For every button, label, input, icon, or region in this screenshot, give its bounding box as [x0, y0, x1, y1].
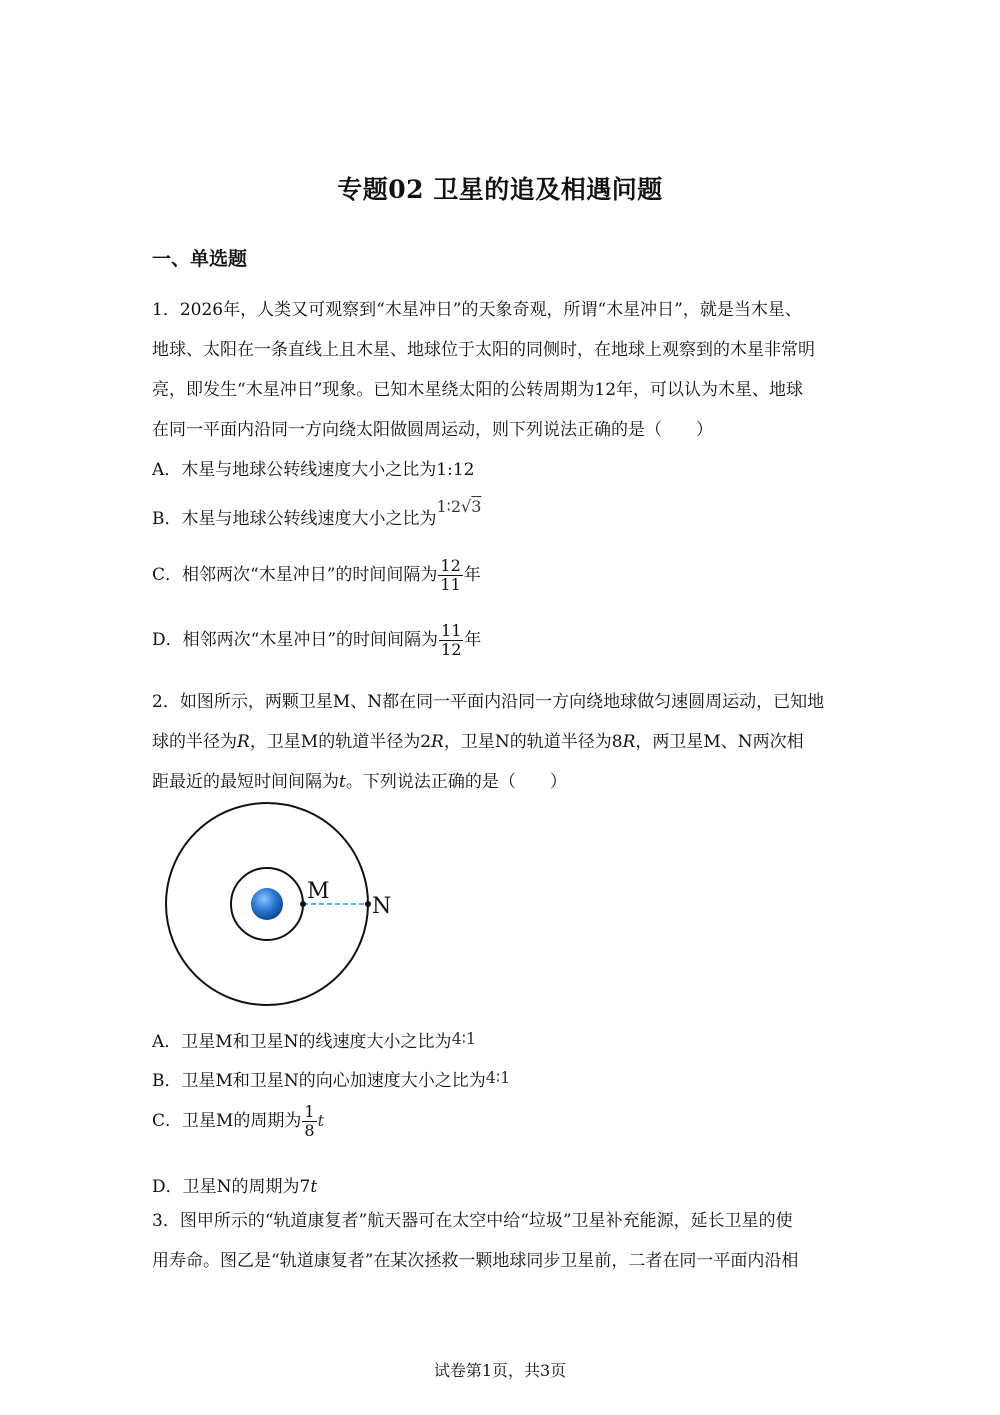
q2-symbol-t: t — [339, 772, 346, 792]
q2-line-3-part-a: 距最近的最短时间间隔为 — [152, 772, 339, 792]
q1-line-2: 地球、太阳在一条直线上且木星、地球位于太阳的同侧时，在地球上观察到的木星非常明 — [152, 340, 815, 360]
section-heading: 一、单选题 — [152, 248, 248, 270]
q1-option-d-numerator: 11 — [441, 621, 462, 640]
q1-option-c-numerator: 12 — [440, 556, 461, 575]
q2-line-2-part-a: 球的半径为 — [152, 732, 237, 752]
q2-line-3 — [152, 762, 852, 802]
q2-symbol-r: R — [237, 732, 250, 752]
q1-option-c-denominator: 11 — [440, 575, 461, 594]
q1-option-c-fraction — [438, 557, 462, 594]
q1-option-b-ratio: 1∶2 — [436, 497, 462, 516]
q1-option-b — [152, 497, 482, 529]
satellite-m-dot — [300, 901, 306, 907]
q1-option-d-text: D．相邻两次“木星冲日”的时间间隔为 — [152, 630, 439, 650]
satellite-n-label: N — [372, 894, 392, 919]
q2-line-2-part-c: ，卫星N的轨道半径为8 — [443, 732, 623, 752]
question-1-stem — [152, 290, 852, 450]
q2-option-c-fraction — [302, 1103, 316, 1140]
satellite-m-label: M — [307, 879, 330, 904]
earth-icon — [251, 888, 283, 920]
q2-option-d — [152, 1172, 317, 1197]
q2-option-b-text: B．卫星M和卫星N的向心加速度大小之比为 — [152, 1071, 486, 1091]
q1-option-b-math: 1∶2√3 — [436, 497, 482, 516]
q1-line-3: 亮，即发生“木星冲日”现象。已知木星绕太阳的公转周期为12年，可以认为木星、地球 — [152, 380, 804, 400]
q2-option-d-t: t — [310, 1177, 318, 1197]
q3-line-1: 3．图甲所示的“轨道康复者”航天器可在太空中给“垃圾”卫星补充能源，延长卫星的使 — [152, 1211, 793, 1231]
page-title: 专题02 卫星的追及相遇问题 — [337, 175, 663, 204]
q1-line-4: 在同一平面内沿同一方向绕太阳做圆周运动，则下列说法正确的是（ ） — [152, 420, 713, 440]
q2-line-2 — [152, 722, 852, 762]
question-3-stem — [152, 1201, 852, 1281]
q1-option-c-unit: 年 — [463, 565, 481, 585]
q2-line-2-part-b: ，卫星M的轨道半径为2 — [249, 732, 432, 752]
q2-option-c-t: t — [317, 1111, 325, 1130]
q3-line-2: 用寿命。图乙是“轨道康复者”在某次拯救一颗地球同步卫星前，二者在同一平面内沿相 — [152, 1251, 799, 1271]
satellite-n-dot — [365, 901, 371, 907]
q2-option-b — [152, 1066, 510, 1091]
q2-option-a-text: A．卫星M和卫星N的线速度大小之比为 — [152, 1032, 452, 1052]
q1-option-a: A．木星与地球公转线速度大小之比为1:12 — [152, 460, 475, 480]
q1-option-d-fraction — [439, 622, 463, 659]
q2-option-a — [152, 1027, 476, 1052]
q2-option-b-math: 4∶1 — [485, 1068, 511, 1087]
q2-option-c-denominator: 8 — [304, 1121, 315, 1140]
orbit-diagram — [150, 800, 410, 1010]
page-footer: 试卷第1页，共3页 — [433, 1361, 567, 1380]
q1-option-c-text: C．相邻两次“木星冲日”的时间间隔为 — [152, 565, 438, 585]
q1-option-d — [152, 622, 481, 659]
q2-option-c-numerator: 1 — [304, 1102, 315, 1121]
q2-line-2-part-d: ，两卫星M、N两次相 — [635, 732, 804, 752]
q2-option-d-text: D．卫星N的周期为7 — [152, 1177, 311, 1197]
q2-line-1: 2．如图所示，两颗卫星M、N都在同一平面内沿同一方向绕地球做匀速圆周运动，已知地 — [152, 692, 825, 712]
q2-option-c — [152, 1103, 324, 1140]
q2-symbol-r: R — [431, 732, 444, 752]
q2-option-c-text: C．卫星M的周期为 — [152, 1111, 302, 1131]
q1-option-b-radicand: 3 — [471, 497, 482, 516]
q1-option-b-text: B．木星与地球公转线速度大小之比为 — [152, 509, 437, 529]
q2-line-3-part-b: 。下列说法正确的是（ ） — [345, 772, 567, 792]
question-2-stem — [152, 682, 852, 802]
q1-line-1: 1．2026年，人类又可观察到“木星冲日”的天象奇观，所谓“木星冲日”，就是当木星、 — [152, 300, 802, 320]
q1-option-c — [152, 557, 481, 594]
q2-symbol-r: R — [622, 732, 636, 752]
q1-option-d-denominator: 12 — [441, 640, 462, 659]
q1-option-d-unit: 年 — [464, 630, 482, 650]
q2-option-a-math: 4∶1 — [451, 1029, 477, 1048]
